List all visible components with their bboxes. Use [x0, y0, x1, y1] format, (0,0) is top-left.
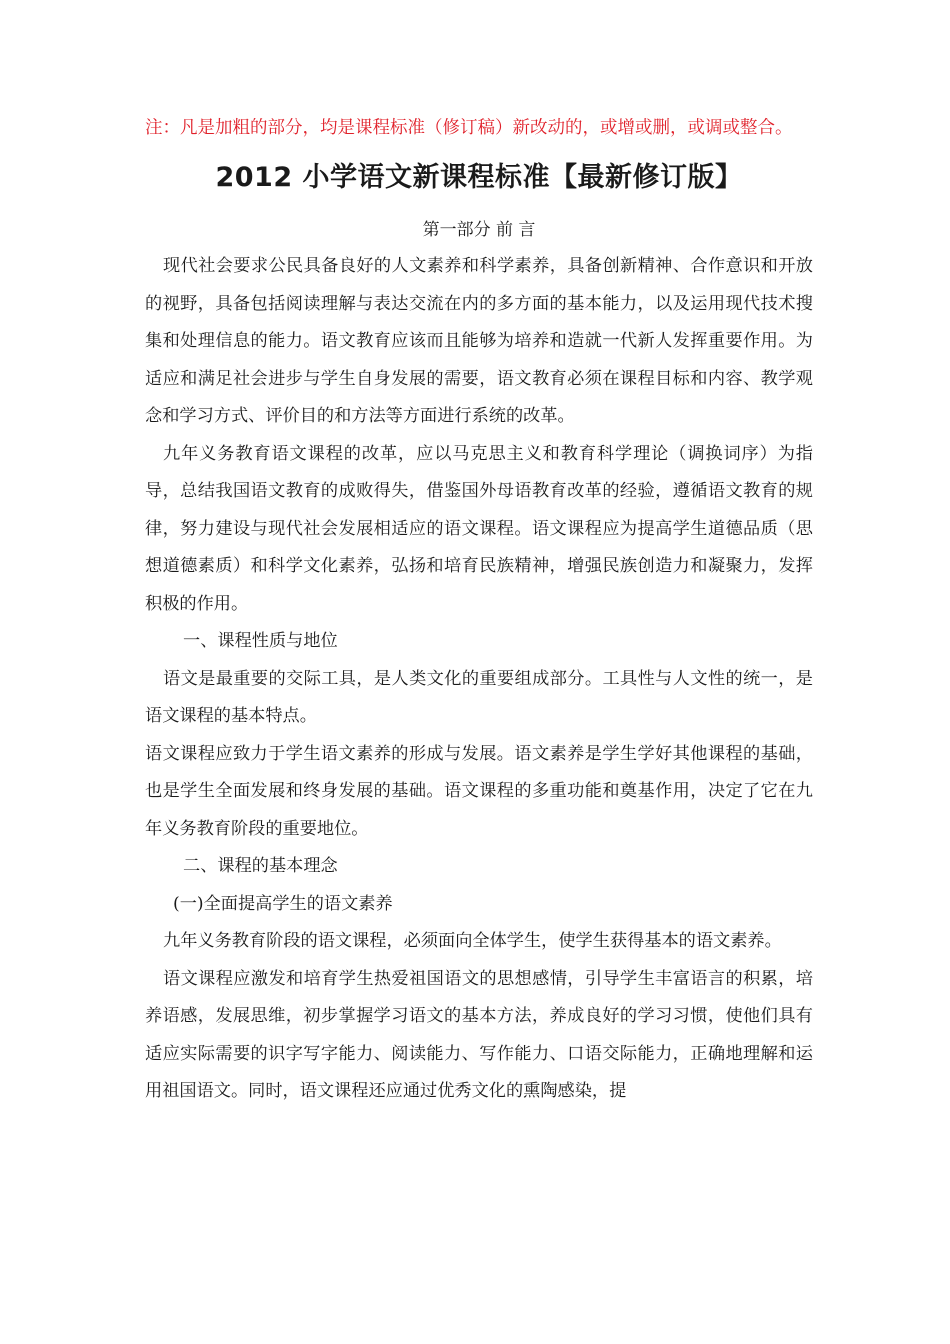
paragraph-preface-1: 现代社会要求公民具备良好的人文素养和科学素养，具备创新精神、合作意识和开放的视野，具备包括阅读理解与表达交流在内的多方面的基本能力，以及运用现代技术搜集和处理信息的能力。语文教育应该而且能够为培养和造就一代新人发挥重要作用。为适应和满足社会进步与学生自身发展的需要，语文教育必须在课程目标和内容、教学观念和学习方式、评价目的和方法等方面进行系统的改革。 [145, 256, 813, 426]
section-heading-nature: 一、课程性质与地位 [183, 631, 338, 651]
paragraph-preface-2: 九年义务教育语文课程的改革，应以马克思主义和教育科学理论（调换词序）为指导，总结我国语文教育的成败得失，借鉴国外母语教育改革的经验，遵循语文教育的规律，努力建设与现代社会发展相适应的语文课程。语文课程应为提高学生道德品质（思想道德素质）和科学文化素养，弘扬和培育民族精神，增强民族创造力和凝聚力，发挥积极的作用。 [145, 443, 813, 614]
document-title: 2012 小学语文新课程标准【最新修订版】 [215, 162, 743, 193]
subsection-heading-literacy: (一)全面提高学生的语文素养 [173, 893, 393, 914]
paragraph-literacy-2: 语文课程应激发和培育学生热爱祖国语文的思想感情，引导学生丰富语言的积累，培养语感，发展思维，初步掌握学习语文的基本方法，养成良好的学习习惯，使他们具有适应实际需要的识字写字能力、阅读能力、写作能力、口语交际能力，正确地理解和运用祖国语文。同时，语文课程还应通过优秀文化的熏陶感染，提 [145, 968, 813, 1101]
revision-note: 注：凡是加粗的部分，均是课程标准（修订稿）新改动的，或增或删，或调或整合。 [145, 118, 793, 138]
paragraph-nature-2: 语文课程应致力于学生语文素养的形成与发展。语文素养是学生学好其他课程的基础，也是学生全面发展和终身发展的基础。语文课程的多重功能和奠基作用，决定了它在九年义务教育阶段的重要地位。 [145, 743, 813, 839]
part-title: 第一部分 前 言 [422, 220, 536, 240]
paragraph-nature-1: 语文是最重要的交际工具，是人类文化的重要组成部分。工具性与人文性的统一，是语文课程的基本特点。 [145, 668, 813, 726]
paragraph-literacy-1: 九年义务教育阶段的语文课程，必须面向全体学生，使学生获得基本的语文素养。 [163, 931, 782, 951]
section-heading-concepts: 二、课程的基本理念 [183, 856, 338, 876]
document-content [145, 112, 813, 1111]
